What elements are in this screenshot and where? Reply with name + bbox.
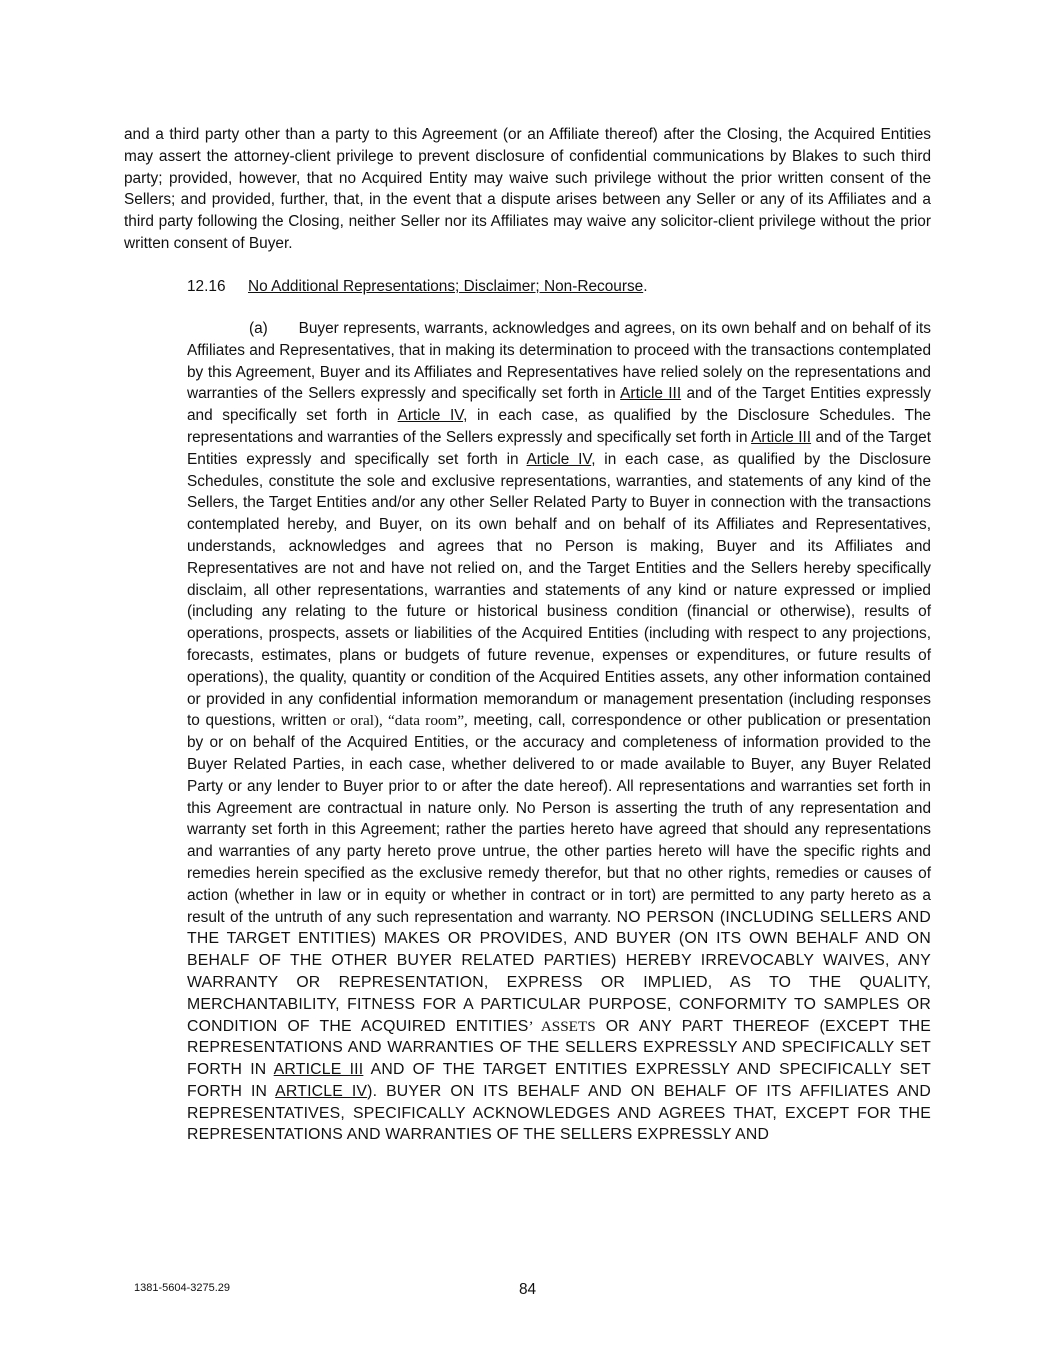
- subsection-text: and of the Target Entities expressly and specifically set forth in: [187, 385, 931, 425]
- subsection-text: and of the Target Entities expressly and specifically set forth in: [187, 428, 931, 468]
- section-title-suffix: .: [643, 278, 648, 295]
- subsection-text: Buyer represents, warrants, acknowledges and agrees, on its own behalf and on behalf of its Affiliates and Representatives, that in making its determination to proceed with the transactions contemplated by this Agreement, Buyer and its Affiliates and Representatives have relied solely on the representations and warranties of the Sellers expressly and specifically set forth in: [187, 320, 931, 403]
- article-iii-reference: Article III: [620, 385, 682, 403]
- article-iv-reference: Article IV: [526, 450, 592, 468]
- subsection-text: , in each case, as qualified by the Disclosure Schedules, constitute the sole and exclusive representations, warranties, and statements of any kind of the Sellers, the Target Entities and/or any other Seller Related Party to Buyer in connection with the transactions contemplated hereby, and Buyer, on its own behalf and on behalf of its Affiliates and Representatives, understands, acknowledges and agrees that no Person is making, Buyer and its Affiliates and Representatives are not and have not relied on, and the Target Entities and the Sellers hereby specifically disclaim, all other representations, warranties and statements of any kind or nature expressed or implied (including any relating to the future or historical business condition (financial or otherwise), results of operations, prospects, assets or liabilities of the Acquired Entities (including with respect to any projections, forecasts, estimates, plans or budgets of future revenue, expenses or expenditures, or future results of operations), the quality, quantity or condition of the Acquired Entities assets, any other information contained or provided in any confidential information memorandum or management presentation (including responses to questions, written: [187, 450, 931, 730]
- disclaimer-caps-text: ). BUYER ON ITS BEHALF AND ON BEHALF OF ITS AFFILIATES AND REPRESENTATIVES, SPECIFICALLY ACKNOWLEDGES AND AGREES THAT, EXCEPT FOR THE REPRESENTATIONS AND WARRANTIES OF THE SELLERS EXPRESSLY AND: [187, 1082, 931, 1144]
- disclaimer-caps-serif: ’ ASSETS: [528, 1017, 596, 1035]
- subsection-marker: (a): [249, 320, 268, 337]
- article-iv-caps-reference: ARTICLE IV: [275, 1082, 368, 1100]
- subsection-text: meeting, call, correspondence or other publication or presentation by or on behalf of the Acquired Entities, or the accuracy and completeness of information provided to the Buyer Related Parties, in each case, whether delivered to or made available to Buyer, any Buyer Related Party or any lender to Buyer prior to or after the date hereof). All representations and warranties set forth in this Agreement are contractual in nature only. No Person is asserting the truth of any representation and warranty set forth in this Agreement; rather the parties hereto have agreed that should any representations and warranties of any party hereto prove untrue, the other parties hereto will have the specific rights and remedies herein specified as the exclusive remedy therefor, but that no other rights, remedies or causes of action (whether in law or in equity or whether in contract or in tort) are permitted to any party hereto as a result of the untruth of any such representation and warranty.: [187, 712, 931, 926]
- article-iv-reference: Article IV: [397, 407, 464, 425]
- section-heading: [187, 276, 648, 298]
- subsection-a-paragraph: [187, 318, 931, 1146]
- continuation-paragraph: and a third party other than a party to this Agreement (or an Affiliate thereof) after the Closing, the Acquired Entities may assert the attorney-client privilege to prevent disclosure of confidential communications by Blakes to such third party; provided, however, that no Acquired Entity may waive such privilege without the prior written consent of the Sellers; and provided, further, that, in the event that a dispute arises between any Seller or any of its Affiliates and a third party following the Closing, neither Seller nor its Affiliates may waive any solicitor-client privilege without the prior written consent of Buyer.: [124, 126, 931, 252]
- page-number: 84: [518, 1281, 537, 1298]
- subsection-text: , in each case, as qualified by the Disclosure Schedules. The representations and warranties of the Sellers expressly and specifically set forth in: [187, 407, 931, 446]
- subsection-text-serif: or oral), “data room”,: [332, 712, 468, 730]
- article-iii-caps-reference: ARTICLE III: [273, 1061, 364, 1079]
- disclaimer-caps-text: AND OF THE TARGET ENTITIES EXPRESSLY AND SPECIFICALLY SET FORTH IN: [187, 1061, 931, 1100]
- disclaimer-caps-text: NO PERSON (INCLUDING SELLERS AND THE TARGET ENTITIES) MAKES OR PROVIDES, AND BUYER (ON ITS OWN BEHALF AND ON BEHALF OF THE OTHER BUYER RELATED PARTIES) HEREBY IRREVOCABLY WAIVES, ANY WARRANTY OR REPRESENTATION, EXPRESS OR IMPLIED, AS TO THE QUALITY, MERCHANTABILITY, FITNESS FOR A PARTICULAR PURPOSE, CONFORMITY TO SAMPLES OR CONDITION OF THE ACQUIRED ENTITIES: [187, 908, 932, 1035]
- disclaimer-caps-text: OR ANY PART THEREOF (EXCEPT THE REPRESENTATIONS AND WARRANTIES OF THE SELLERS EXPRESSLY AND SPECIFICALLY SET FORTH IN: [187, 1017, 931, 1079]
- section-number: 12.16: [187, 278, 226, 295]
- footer-document-id: 1381-5604-3275.29: [134, 1282, 231, 1294]
- article-iii-reference: Article III: [751, 428, 812, 446]
- section-title: No Additional Representations; Disclaimer; Non-Recourse: [248, 278, 644, 295]
